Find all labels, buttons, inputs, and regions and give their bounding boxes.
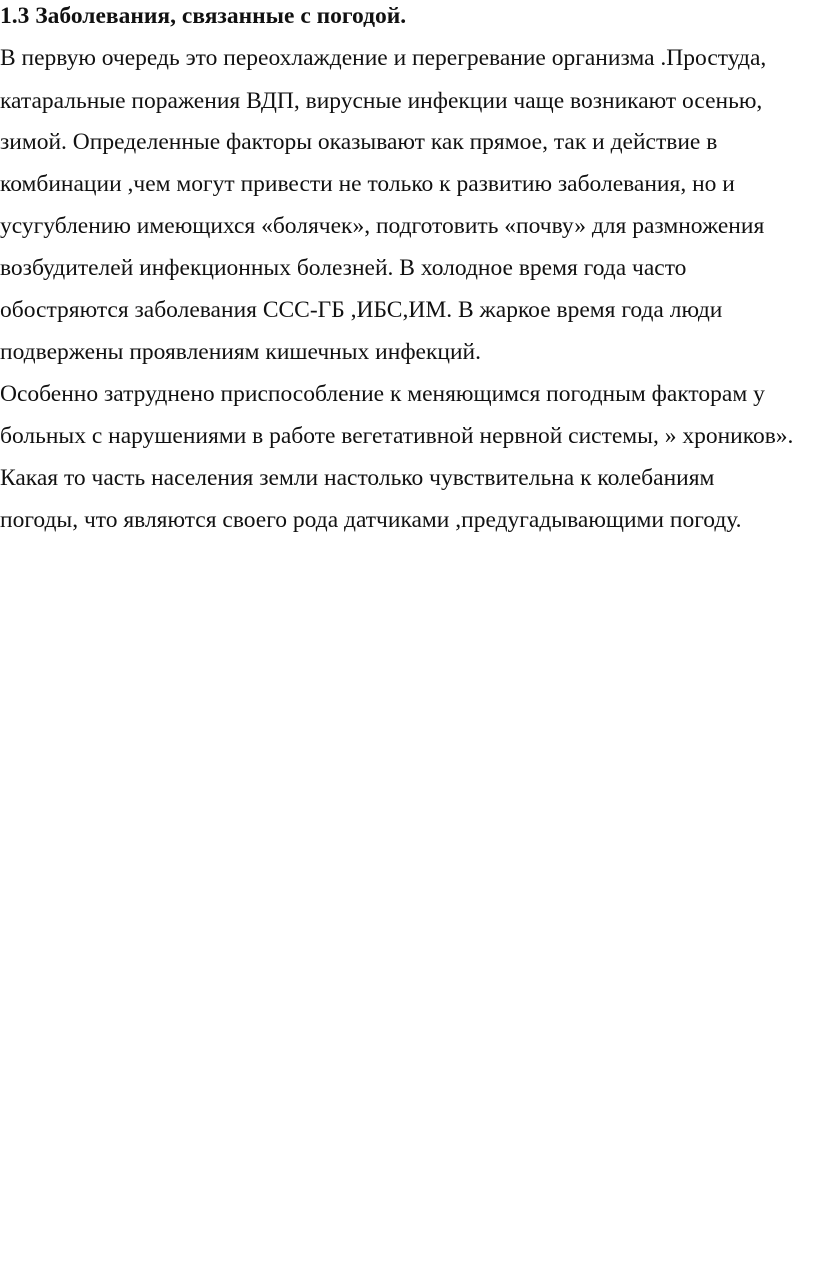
paragraph-line: усугублению имеющихся «болячек», подготовить «почву» для размножения bbox=[0, 213, 765, 239]
paragraph-line: обостряются заболевания ССС-ГБ ,ИБС,ИМ. В жаркое время года люди bbox=[0, 297, 723, 323]
paragraph-line: подвержены проявлениям кишечных инфекций. bbox=[0, 339, 482, 365]
paragraph-line: катаральные поражения ВДП, вирусные инфекции чаще возникают осенью, bbox=[0, 88, 763, 114]
paragraph-line: возбудителей инфекционных болезней. В холодное время года часто bbox=[0, 255, 687, 281]
paragraph-line: В первую очередь это переохлаждение и перегревание организма .Простуда, bbox=[0, 45, 767, 71]
paragraph-line: Особенно затруднено приспособление к меняющимся погодным факторам у bbox=[0, 381, 765, 407]
paragraph-line: Какая то часть населения земли настолько чувствительна к колебаниям bbox=[0, 465, 715, 491]
section-heading: 1.3 Заболевания, связанные с погодой. bbox=[0, 3, 407, 29]
paragraph-line: комбинации ,чем могут привести не только к развитию заболевания, но и bbox=[0, 171, 735, 197]
paragraph-line: больных с нарушениями в работе вегетативной нервной системы, » хроников». bbox=[0, 423, 794, 449]
paragraph-line: погоды, что являются своего рода датчиками ,предугадывающими погоду. bbox=[0, 507, 742, 533]
paragraph-line: зимой. Определенные факторы оказывают как прямое, так и действие в bbox=[0, 129, 718, 155]
